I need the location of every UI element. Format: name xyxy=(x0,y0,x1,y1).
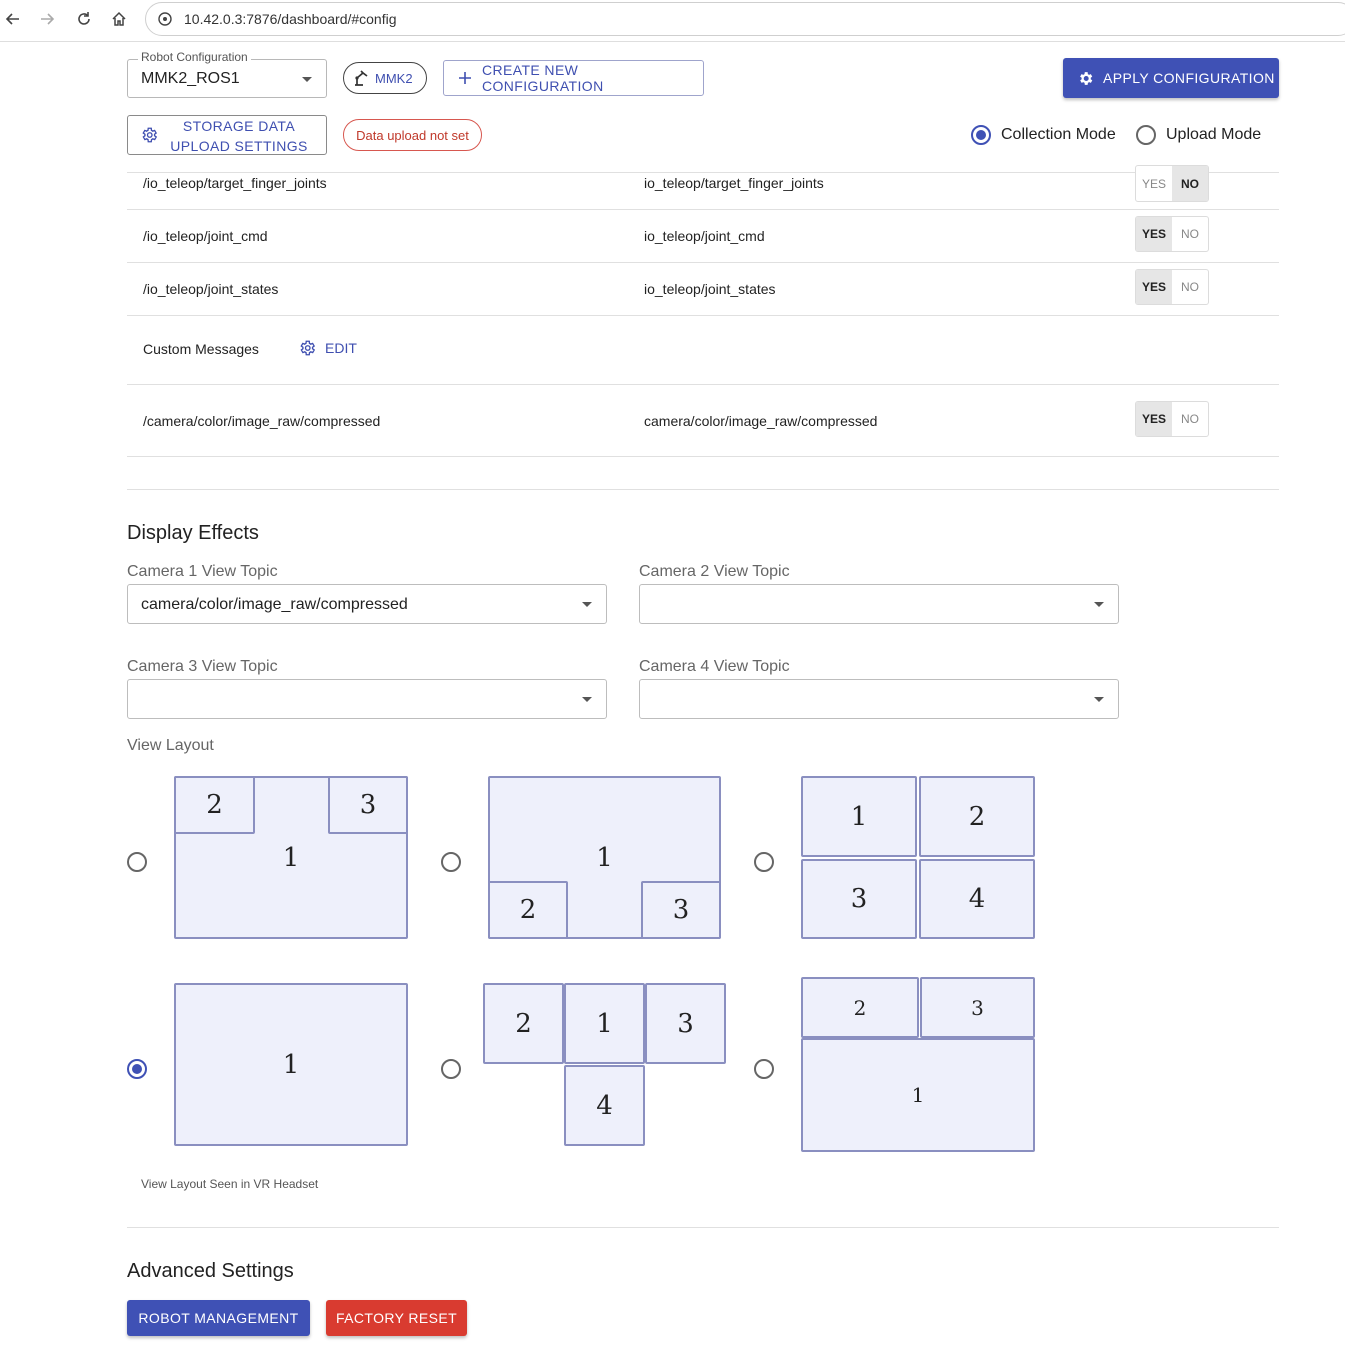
layout-cell: 1 xyxy=(174,776,408,939)
layout-cell: 4 xyxy=(564,1065,645,1146)
topic-target: io_teleop/joint_states xyxy=(644,281,776,297)
upload-mode-label: Upload Mode xyxy=(1166,126,1262,143)
topic-source: /camera/color/image_raw/compressed xyxy=(143,413,381,429)
camera4-label: Camera 4 View Topic xyxy=(639,658,790,675)
topic-target: io_teleop/target_finger_joints xyxy=(644,175,824,191)
layout-cell: 3 xyxy=(641,881,721,939)
robot-management-label: ROBOT MANAGEMENT xyxy=(138,1310,299,1326)
toggle-yes[interactable]: YES xyxy=(1136,270,1172,304)
layout-cell: 3 xyxy=(328,776,408,834)
layout-cell: 1 xyxy=(488,776,721,939)
chevron-down-icon xyxy=(302,77,312,82)
robot-model-chip-label: MMK2 xyxy=(375,70,413,86)
upload-status-label: Data upload not set xyxy=(356,127,469,143)
home-icon[interactable] xyxy=(106,8,132,30)
layout-radio-4[interactable] xyxy=(127,1059,147,1079)
robot-arm-icon xyxy=(352,69,370,87)
apply-configuration-label: APPLY CONFIGURATION xyxy=(1103,70,1275,86)
address-bar[interactable] xyxy=(145,2,1345,36)
layout-cell: 3 xyxy=(645,983,726,1064)
back-arrow-icon[interactable] xyxy=(0,8,26,30)
layout-radio-3[interactable] xyxy=(754,852,774,872)
edit-custom-messages-button[interactable] xyxy=(298,339,357,357)
site-info-icon[interactable] xyxy=(158,12,172,31)
topic-source: /io_teleop/joint_states xyxy=(143,281,279,297)
camera3-label: Camera 3 View Topic xyxy=(127,658,278,675)
chevron-down-icon xyxy=(1094,697,1104,702)
toggle-yes[interactable]: YES xyxy=(1141,176,1166,191)
create-configuration-label: CREATE NEW CONFIGURATION xyxy=(482,62,604,94)
storage-upload-line2: UPLOAD SETTINGS xyxy=(170,138,308,154)
divider xyxy=(127,384,1279,385)
robot-model-chip[interactable] xyxy=(343,62,427,94)
camera2-label: Camera 2 View Topic xyxy=(639,563,790,580)
layout-cell: 4 xyxy=(919,859,1035,939)
plus-icon xyxy=(458,71,472,85)
layout-cell: 2 xyxy=(174,776,255,834)
view-layout-label: View Layout xyxy=(127,737,214,754)
topic-record-toggle[interactable] xyxy=(1135,401,1209,437)
layout-cell: 1 xyxy=(801,1038,1035,1152)
toggle-yes[interactable]: YES xyxy=(1136,217,1172,251)
topic-record-toggle[interactable] xyxy=(1135,269,1209,305)
layout-radio-2[interactable] xyxy=(441,852,461,872)
create-configuration-button[interactable] xyxy=(443,60,704,96)
gear-icon xyxy=(298,339,316,357)
camera1-topic-value: camera/color/image_raw/compressed xyxy=(141,596,408,613)
layout-cell: 2 xyxy=(488,881,568,939)
robot-configuration-label: Robot Configuration xyxy=(138,50,251,64)
topic-record-toggle[interactable] xyxy=(1135,216,1209,252)
collection-mode-radio[interactable] xyxy=(971,125,991,145)
reload-icon[interactable] xyxy=(71,8,97,30)
topic-source: /io_teleop/target_finger_joints xyxy=(143,175,327,191)
layout-cell: 1 xyxy=(801,776,917,857)
camera1-topic-select[interactable] xyxy=(127,584,607,624)
topic-target: camera/color/image_raw/compressed xyxy=(644,413,878,429)
layout-cell: 3 xyxy=(801,859,917,939)
camera2-topic-select[interactable] xyxy=(639,584,1119,624)
storage-upload-line1: STORAGE DATA xyxy=(182,118,296,134)
divider xyxy=(127,456,1279,457)
toggle-no[interactable]: NO xyxy=(1181,227,1199,241)
layout-cell: 2 xyxy=(919,776,1035,857)
layout-cell: 2 xyxy=(801,977,919,1038)
layout-radio-5[interactable] xyxy=(441,1059,461,1079)
robot-configuration-value: MMK2_ROS1 xyxy=(141,70,240,87)
upload-status-chip xyxy=(343,119,482,151)
toggle-no[interactable]: NO xyxy=(1181,280,1199,294)
divider xyxy=(127,262,1279,263)
chevron-down-icon xyxy=(582,697,592,702)
divider xyxy=(127,209,1279,210)
browser-toolbar xyxy=(0,0,1345,42)
toggle-no[interactable]: NO xyxy=(1172,166,1208,201)
camera3-topic-select[interactable] xyxy=(127,679,607,719)
layout-radio-6[interactable] xyxy=(754,1059,774,1079)
topic-record-toggle[interactable] xyxy=(1135,165,1209,202)
robot-management-button[interactable] xyxy=(127,1300,310,1336)
toggle-no[interactable]: NO xyxy=(1181,412,1199,426)
view-layout-note: View Layout Seen in VR Headset xyxy=(141,1177,319,1191)
topic-target: io_teleop/joint_cmd xyxy=(644,228,765,244)
upload-mode-radio[interactable] xyxy=(1136,125,1156,145)
storage-upload-settings-button[interactable] xyxy=(127,115,327,155)
section-divider xyxy=(127,489,1279,490)
custom-messages-label: Custom Messages xyxy=(143,341,259,357)
divider xyxy=(127,315,1279,316)
url-text: 10.42.0.3:7876/dashboard/#config xyxy=(184,11,397,27)
chevron-down-icon xyxy=(1094,602,1104,607)
layout-radio-1[interactable] xyxy=(127,852,147,872)
divider xyxy=(127,172,1279,173)
gear-icon xyxy=(140,126,158,144)
advanced-settings-title: Advanced Settings xyxy=(127,1260,294,1282)
layout-cell: 2 xyxy=(483,983,564,1064)
gear-icon xyxy=(1077,70,1094,87)
collection-mode-label: Collection Mode xyxy=(1001,126,1116,143)
camera4-topic-select[interactable] xyxy=(639,679,1119,719)
apply-configuration-button[interactable] xyxy=(1063,58,1279,98)
factory-reset-label: FACTORY RESET xyxy=(335,1310,458,1326)
section-divider xyxy=(127,1227,1279,1228)
layout-cell: 1 xyxy=(174,983,408,1146)
edit-label: EDIT xyxy=(325,340,357,356)
display-effects-title: Display Effects xyxy=(127,522,259,544)
layout-cell: 1 xyxy=(564,983,645,1064)
robot-configuration-select[interactable] xyxy=(127,59,327,98)
topic-source: /io_teleop/joint_cmd xyxy=(143,228,268,244)
chevron-down-icon xyxy=(582,602,592,607)
toggle-yes[interactable]: YES xyxy=(1136,402,1172,436)
layout-cell: 3 xyxy=(920,977,1035,1038)
camera1-label: Camera 1 View Topic xyxy=(127,563,278,580)
factory-reset-button[interactable] xyxy=(326,1300,467,1336)
forward-arrow-icon[interactable] xyxy=(34,8,60,30)
